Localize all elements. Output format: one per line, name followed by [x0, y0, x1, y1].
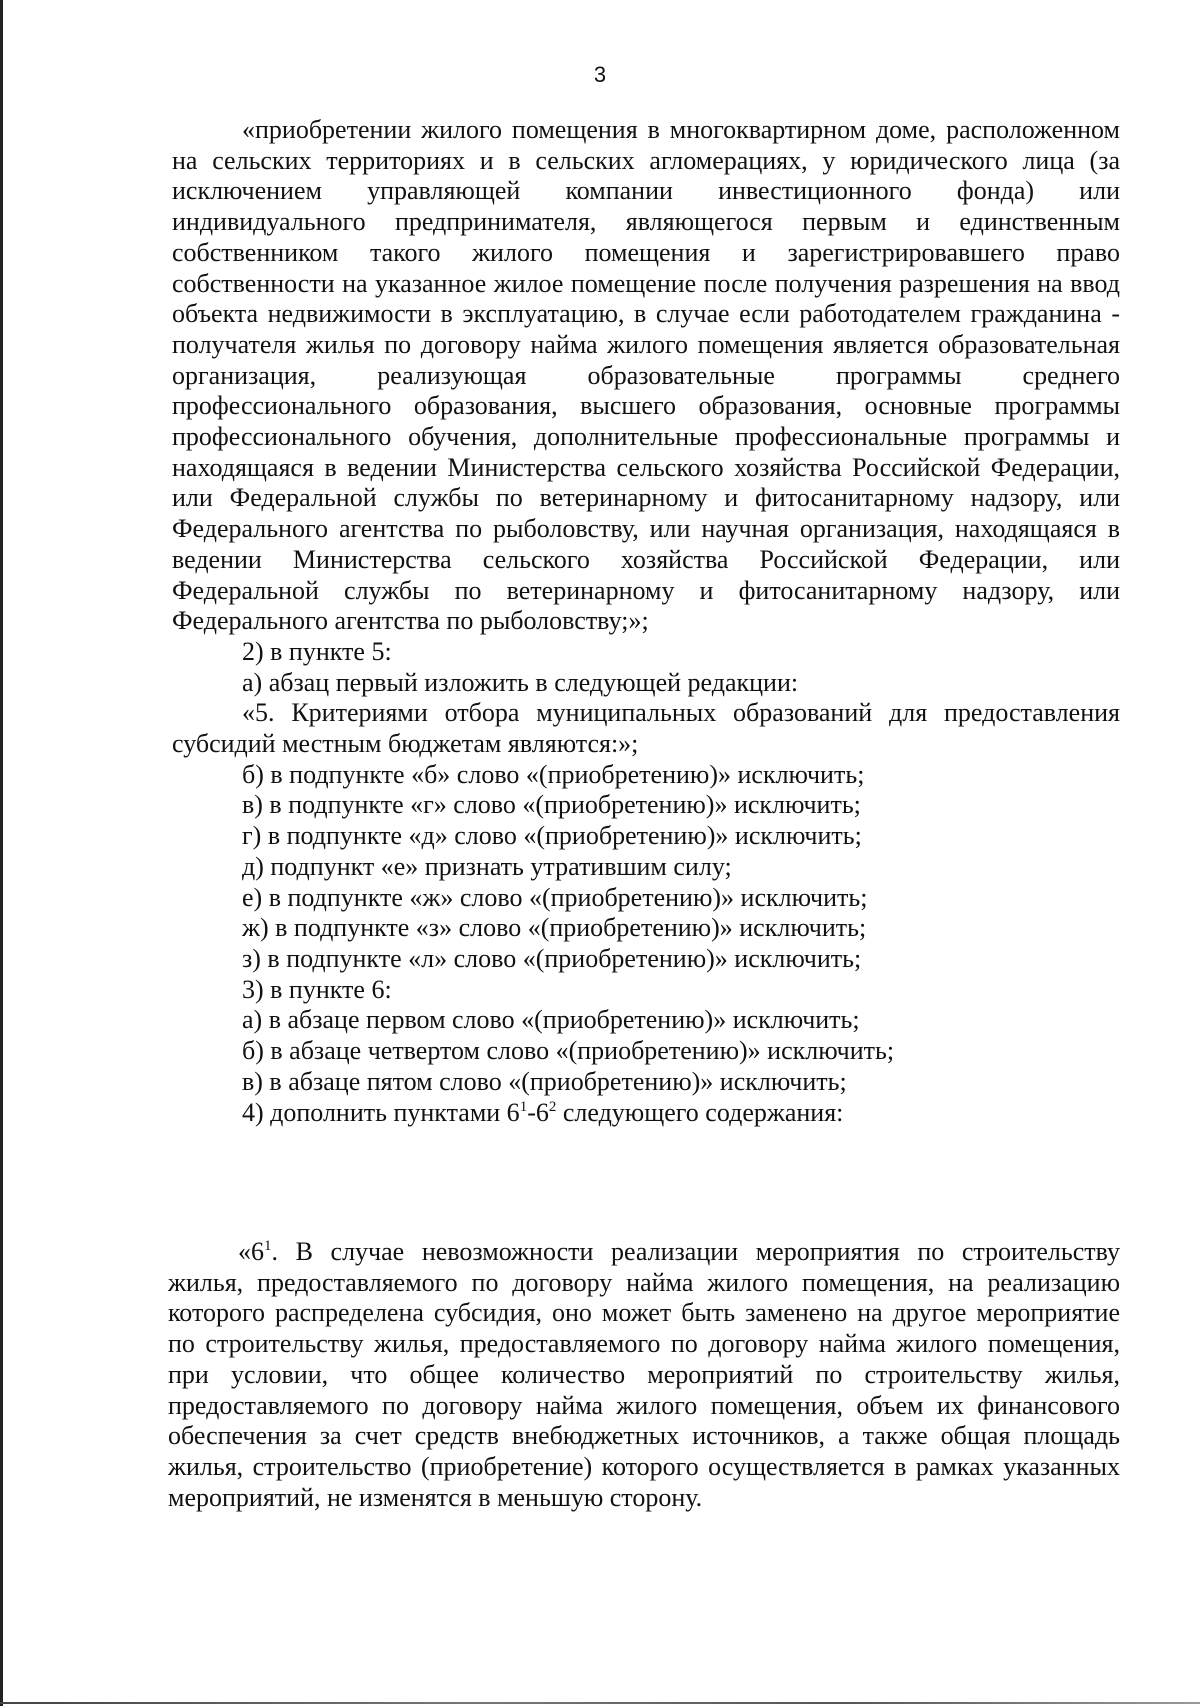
scan-bottom-edge — [0, 1702, 1200, 1704]
item-point-6: 3) в пункте 6: — [242, 974, 392, 1004]
item-point-5-v: в) в подпункте «г» слово «(приобретению)» исключить; — [242, 790, 861, 820]
scan-left-edge — [0, 0, 3, 1706]
item-point-5-z: з) в подпункте «л» слово «(приобретению)» исключить; — [242, 943, 862, 973]
item-point-6-a: а) в абзаце первом слово «(приобретению)» исключить; — [242, 1005, 860, 1035]
item-point-6-b: б) в абзаце четвертом слово «(приобретению)» исключить; — [242, 1036, 895, 1066]
supplement-text-dash: -6 — [527, 1097, 549, 1127]
clause-open: «6 — [238, 1237, 264, 1266]
item-point-5-a: а) абзац первый изложить в следующей редакции: — [242, 667, 799, 697]
superscript-2: 2 — [548, 1098, 557, 1115]
page-number: 3 — [593, 62, 607, 87]
clause-superscript: 1 — [264, 1238, 272, 1254]
item-point-4-supplement — [172, 1098, 1120, 1129]
supplement-text-after: следующего содержания: — [556, 1097, 844, 1127]
paragraph-acquisition-clause: «приобретении жилого помещения в многоквартирном доме, расположенном на сельских территориях и в сельских агломерациях, у юридического лица (за исключением управляющей компании инвестиционного фонда) или индивидуального предпринимателя, являющегося первым и единственным собственником такого жилого помещения и зарегистрировавшего право собственности на указанное жилое помещение после получения разрешения на ввод объекта недвижимости в эксплуатацию, в случае если работодателем гражданина - получателя жилья по договору найма жилого помещения является образовательная организация, реализующая образовательные программы среднего профессионального образования, высшего образования, основные программы профессионального обучения, дополнительные профессиональные программы и находящаяся в ведении Министерства сельского хозяйства Российской Федерации, или Федеральной службы по ветеринарному и фитосанитарному надзору, или Федерального агентства по рыболовству, или научная организация, находящаяся в ведении Министерства сельского хозяйства Российской Федерации, или Федеральной службы по ветеринарному и фитосанитарному надзору, или Федерального агентства по рыболовству;»; — [172, 115, 1120, 636]
item-point-5: 2) в пункте 5: — [242, 636, 392, 666]
item-point-5-zh: ж) в подпункте «з» слово «(приобретению)» исключить; — [242, 913, 867, 943]
paragraph-criteria: «5. Критериями отбора муниципальных образований для предоставления субсидий местным бюджетам являются:»; — [172, 698, 1120, 759]
item-point-5-e: е) в подпункте «ж» слово «(приобретению)» исключить; — [242, 882, 868, 912]
item-point-5-b: б) в подпункте «б» слово «(приобретению)» исключить; — [242, 759, 865, 789]
superscript-1: 1 — [519, 1098, 528, 1115]
item-point-5-d: д) подпункт «е» признать утратившим силу; — [242, 851, 732, 881]
item-point-6-v: в) в абзаце пятом слово «(приобретению)» исключить; — [242, 1066, 847, 1096]
clause-text: . В случае невозможности реализации мероприятия по строительству жилья, предоставляемого по договору найма жилого помещения, на реализацию которого распределена субсидия, оно может быть заменено на другое мероприятие по строительству жилья, предоставляемого по договору найма жилого помещения, при условии, что общее количество мероприятий по строительству жилья, предоставляемого по договору найма жилого помещения, объем их финансового обеспечения за счет средств внебюджетных источников, а также общая площадь жилья, строительство (приобретение) которого осуществляется в рамках указанных мероприятий, не изменятся в меньшую сторону. — [168, 1237, 1120, 1512]
supplement-text-before: 4) дополнить пунктами 6 — [242, 1097, 520, 1127]
paragraph-replacement-clause — [168, 1237, 1120, 1513]
document-body-continued — [168, 1237, 1120, 1513]
document-body — [172, 115, 1120, 1128]
item-point-5-g: г) в подпункте «д» слово «(приобретению)» исключить; — [242, 821, 862, 851]
